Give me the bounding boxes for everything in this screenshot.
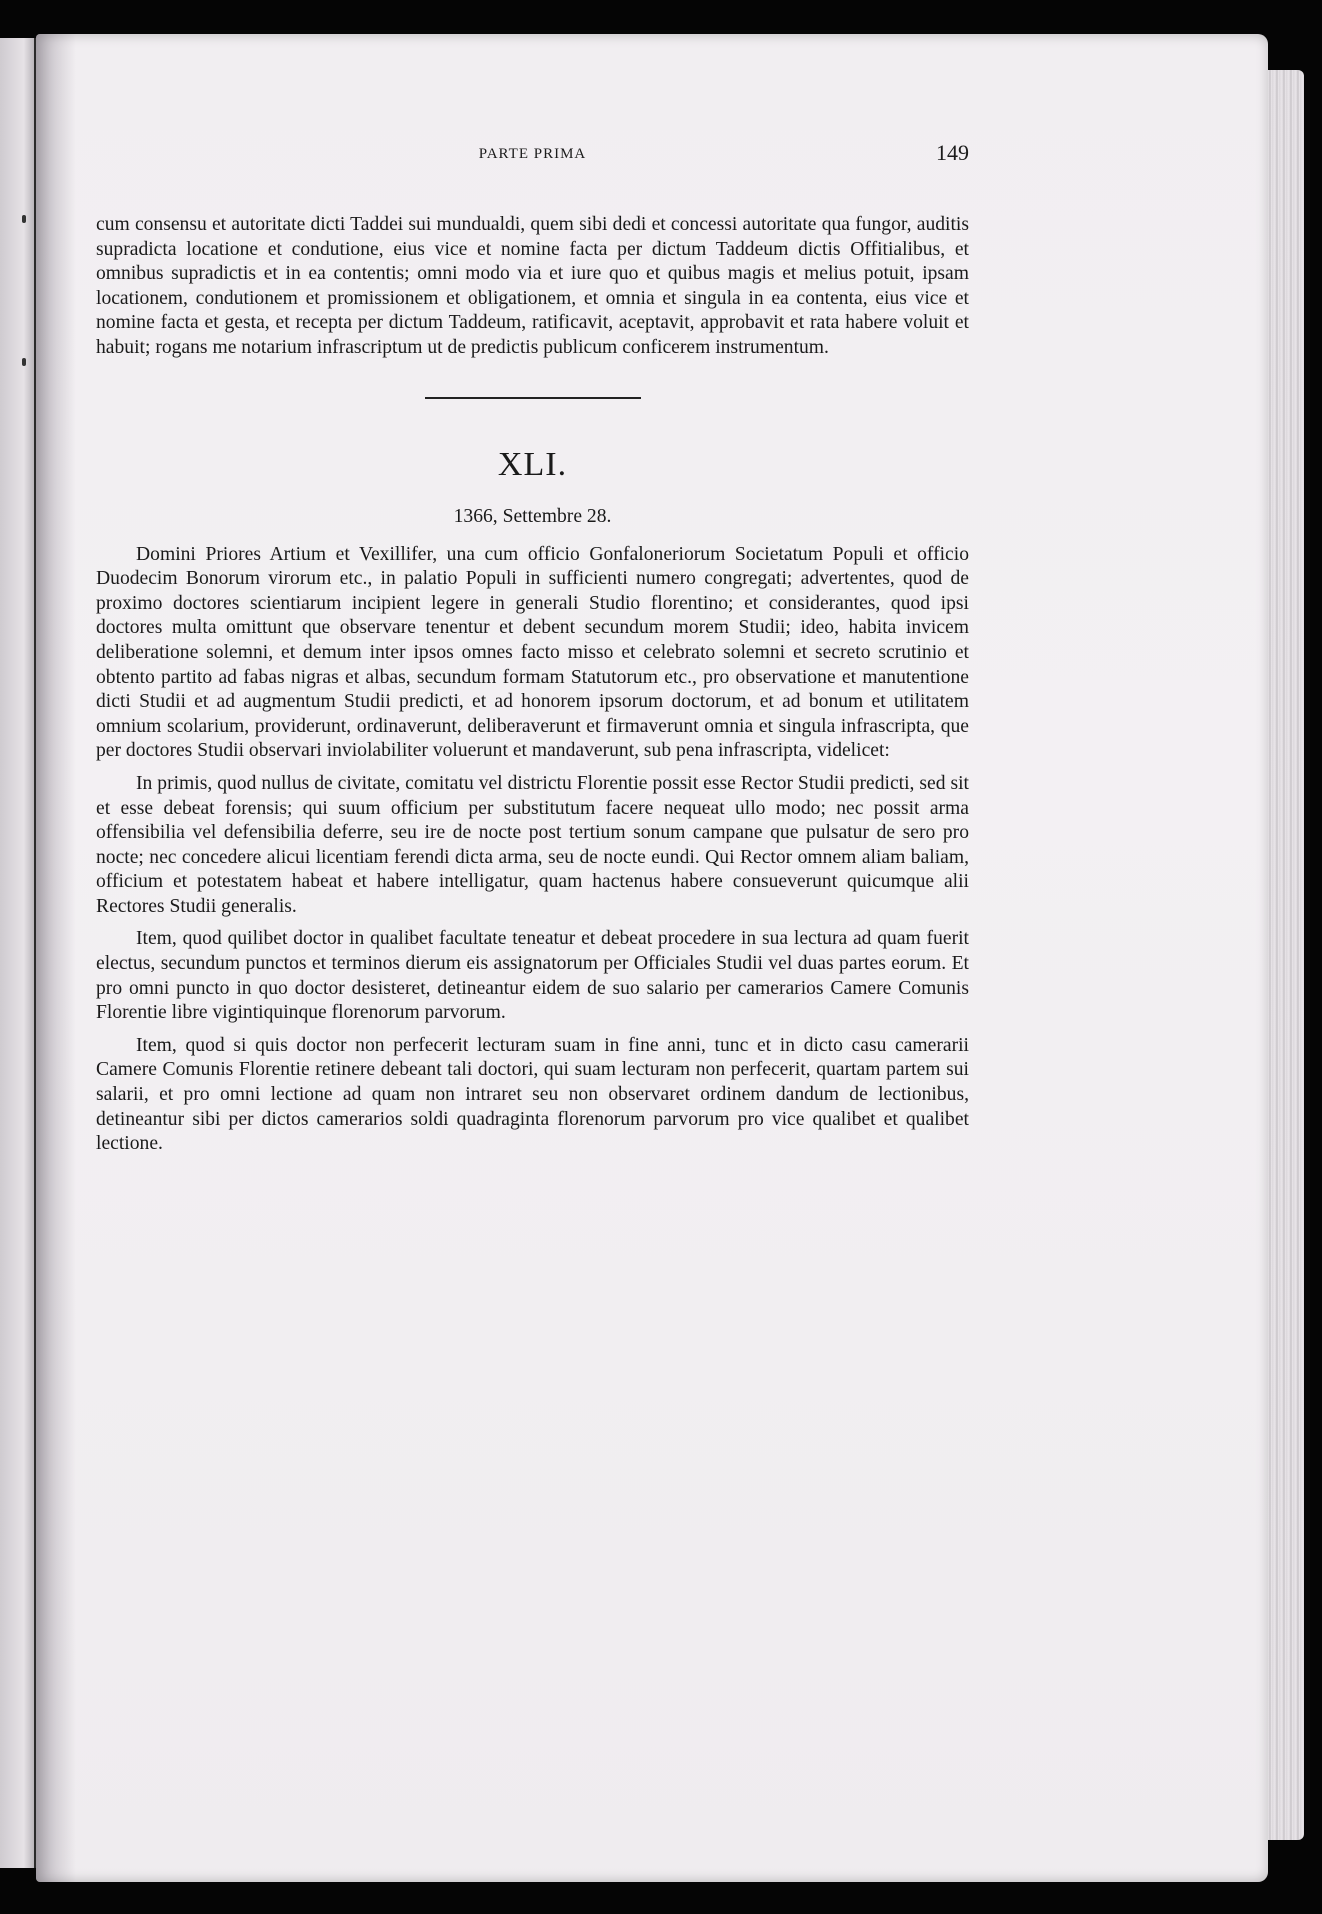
body-paragraph: Domini Priores Artium et Vexillifer, una cum officio Gonfaloneriorum Societatum Populi et officio Duodecim Bonorum virorum etc., in palatio Populi in sufficienti numero congregati; advertentes, quod de proximo doctores scientiarum incipient legere in generali Studio florentino; et considerantes, quod ipsi doctores multa omittunt que observare tenentur et debent secundum morem Studii; ideo, habita invicem deliberatione solemni, et demum inter ipsos omnes facto misso et celebrato solemni et secreto scrutinio et obtento partito ad fabas nigras et albas, secundum formam Statutorum etc., pro observatione et manutentione dicti Studii et ad augmentum Studii predicti, et ad honorem ipsorum doctorum, et ad bonum et utilitatem omnium scolarium, providerunt, ordinaverunt, deliberaverunt et firmaverunt omnia et singula infrascripta, que per doctores Studii observari inviolabiliter voluerunt et mandaverunt, sub pena infrascripta, videlicet: (96, 543, 969, 762)
binding-shadow (36, 34, 76, 1882)
body-paragraph: Item, quod quilibet doctor in qualibet facultate teneatur et debeat procedere in sua lectura ad quam fuerit electus, secundum punctos et terminos dierum eis assignatorum per Officiales Studii vel duas partes eorum. Et pro omni puncto in quo doctor desisteret, detineantur eidem de suo salario per camerarios Camere Comunis Florentie libre vigintiquinque florenorum parvorum. (96, 928, 969, 1024)
body-paragraph: Item, quod si quis doctor non perfecerit lecturam suam in fine anni, tunc et in dicto casu camerarii Camere Comunis Florentie retinere debeant tali doctori, qui suam lecturam non perfecerit, quartam partem sui salarii, et pro omni lectione ad quam non intraret seu non observaret ordinem dandum de lectionibus, detineantur sibi per dictos camerarios soldi quadraginta florenorum parvorum pro vice qualibet et qualibet lectione. (96, 1034, 969, 1155)
opening-paragraph: cum consensu et autoritate dicti Taddei sui mundualdi, quem sibi dedi et concessi autoritate qua fungor, auditis supradicta locatione et condutione, eius vice et nomine facta per dictum Taddeum dictis Offitialibus, et omnibus supradictis et in ea contentis; omni modo via et iure quo et quibus magis et melius potuit, ipsam locationem, condutionem et promissionem et obligationem, et omnia et singula in ea contenta, eius vice et nomine facta et gesta, et recepta per dictum Taddeum, ratificavit, aceptavit, approbavit et rata habere voluit et habuit; rogans me notarium infrascriptum ut de predictis publicum conficerem instrumentum. (96, 214, 969, 358)
page-text (96, 213, 969, 1157)
body-paragraph: In primis, quod nullus de civitate, comitatu vel districtu Florentie possit esse Rector Studii predicti, sed sit et esse debeat forensis; qui suum officium per substitutum facere nequeat ullo modo; nec possit arma offensibilia vel defensibilia deferre, seu ire de nocte post tertium sonum campane que pulsatur de sero pro nocte; nec concedere alicui licentiam ferendi dicta arma, seu de nocte eundi. Qui Rector omnem aliam baliam, officium et potestatem habeat et habere intelligatur, quam hactenus habere consueverunt quicumque alii Rectores Studii generalis. (96, 772, 969, 917)
page-number: 149 (936, 140, 969, 165)
document-date: 1366, Settembre 28. (453, 505, 612, 527)
page-header (96, 142, 969, 172)
margin-mark (22, 215, 26, 223)
running-head: PARTE PRIMA (478, 146, 587, 162)
facing-page-edge (0, 38, 36, 1868)
section-divider (425, 397, 641, 399)
section-title: XLI. (497, 445, 568, 483)
margin-mark (22, 358, 26, 366)
